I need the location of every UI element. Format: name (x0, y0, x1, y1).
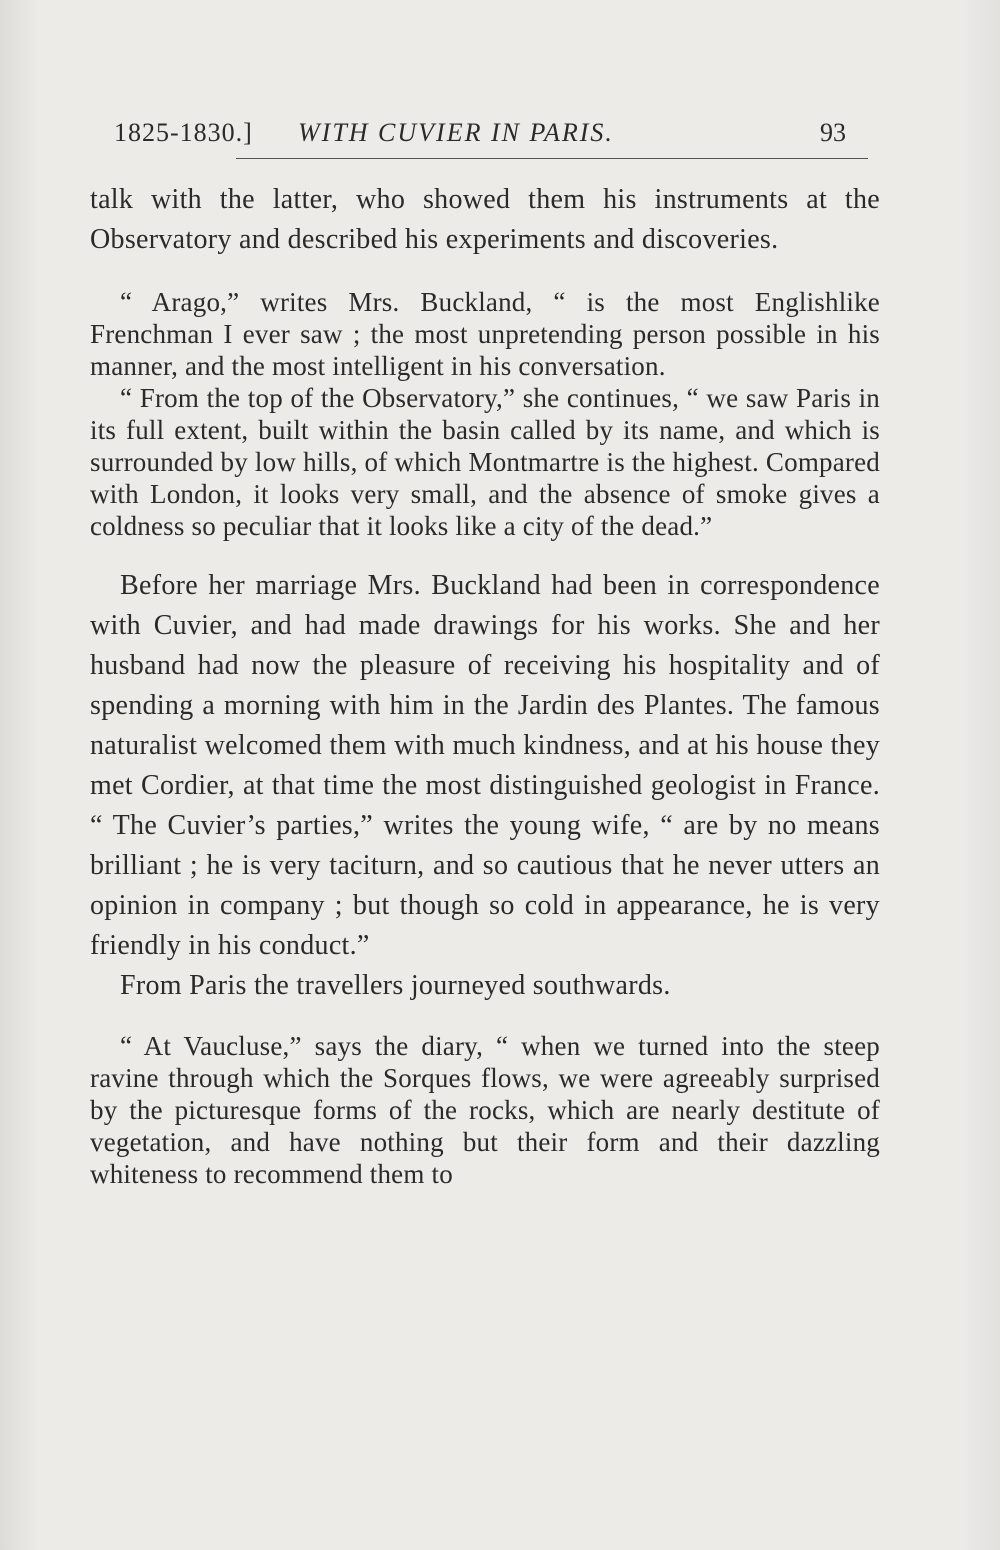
page-body (90, 180, 880, 1190)
quote-vaucluse: “ At Vaucluse,” says the diary, “ when we turned into the steep ravine through which the Sorques flows, we were agreeably surprised by the picturesque forms of the rocks, which are nearly destitute of vegetation, and have nothing but their form and their dazzling whiteness to recommend them to (90, 1031, 880, 1189)
page-number: 93 (820, 118, 846, 147)
header-years: 1825-1830.] (114, 118, 253, 147)
header-rule (236, 158, 868, 159)
quote-arago: “ Arago,” writes Mrs. Buckland, “ is the most Englishlike Frenchman I ever saw ; the most unpretending person possible in his manner, and the most intelligent in his conversation. (90, 287, 880, 381)
paragraph-continued: talk with the latter, who showed them his instruments at the Observatory and described his experiments and discoveries. (90, 184, 880, 255)
quote-observatory: “ From the top of the Observatory,” she continues, “ we saw Paris in its full extent, built within the basin called by its name, and which is surrounded by low hills, of which Montmartre is the highest. Compared with London, it looks very small, and the absence of smoke gives a coldness so peculiar that it looks like a city of the dead.” (90, 383, 880, 541)
paragraph-cuvier: Before her marriage Mrs. Buckland had been in correspondence with Cuvier, and had made drawings for his works. She and her husband had now the pleasure of receiving his hospitality and of spending a morning with him in the Jardin des Plantes. The famous naturalist welcomed them with much kindness, and at his house they met Cordier, at that time the most distinguished geologist in France. “ The Cuvier’s parties,” writes the young wife, “ are by no means brilliant ; he is very taciturn, and so cautious that he never utters an opinion in company ; but though so cold in appearance, he is very friendly in his conduct.” (90, 570, 880, 961)
header-title: WITH CUVIER IN PARIS. (298, 118, 614, 147)
paragraph-southwards: From Paris the travellers journeyed southwards. (120, 970, 671, 1001)
running-header (88, 110, 868, 158)
